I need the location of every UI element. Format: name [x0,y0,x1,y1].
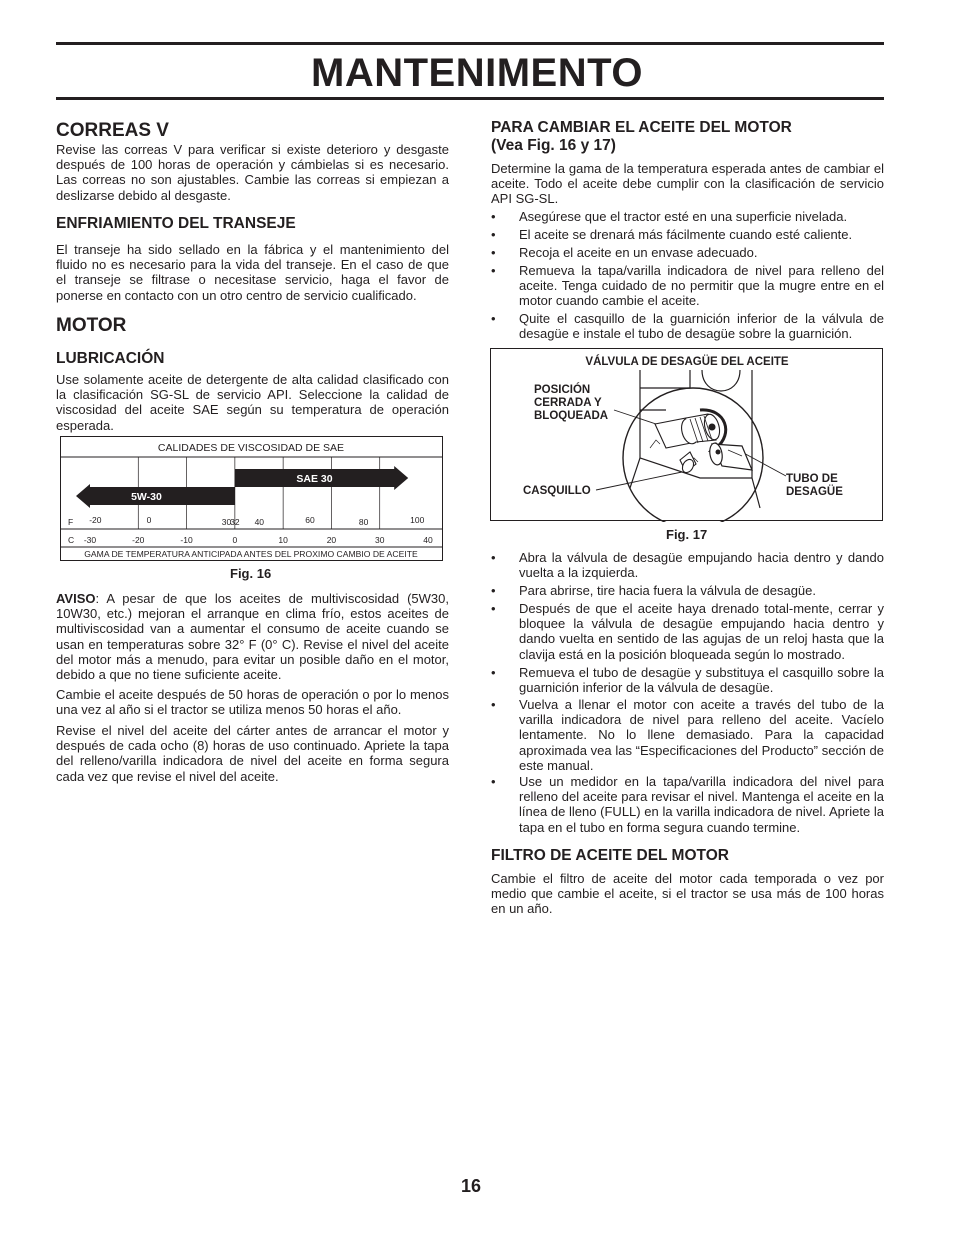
c-tick-label: -30 [83,535,97,545]
revise-text: Revise el nivel del aceite del cárter antes de arrancar el motor y después de cada ocho (8) horas de uso continuado. Apriete la tapa del relleno/varilla indicadora de nivel del aceite en forma segura cada vez que revise el nivel del aceite. [56,723,449,784]
viscosity-chart [60,436,444,562]
tube-marker [716,450,721,455]
cambie-text: Cambie el aceite después de 50 horas de operación o por lo menos una vez al año si el tractor se utiliza menos 50 horas el año. [56,687,449,718]
label-posicion-3: BLOQUEADA [534,410,609,422]
label-posicion-2: CERRADA Y [534,397,602,409]
drain-valve-figure [490,348,884,522]
f-tick-label: -20 [89,515,102,525]
f-axis-label: F [68,517,74,527]
label-casquillo: CASQUILLO [523,485,591,497]
motor-heading: MOTOR [56,315,127,336]
bullet-text: Use un medidor en la tapa/varilla indicadora del nivel para relleno del aceite para revisar el nivel. Mantenga el aceite en la línea de lleno (FULL) en la varilla indicadora de nivel. Apriete la tapa en el tubo en forma segura cuando termine. [519,774,884,835]
c-tick-label: 10 [278,535,288,545]
enfriamiento-heading: ENFRIAMIENTO DEL TRANSEJE [56,215,296,232]
bullet-dot: • [491,550,496,565]
aviso-paragraph [56,591,449,682]
bullet-text: El aceite se drenará más fácilmente cuando esté caliente. [519,227,853,242]
label-tubo-2: DESAGÜE [786,486,843,498]
bullet-text: Abra la válvula de desagüe empujando hacia dentro y dando vuelta a la izquierda. [519,550,884,581]
c-axis-label: C [68,535,75,545]
c-tick-label: 20 [326,535,337,545]
top-rule [56,42,884,45]
bullet-dot: • [491,311,496,326]
bullet-dot: • [491,697,496,712]
c-tick-label: -20 [132,535,145,545]
aviso-label: AVISO [56,591,96,606]
bullet-dot: • [491,583,496,598]
bullet-text: Remueva la tapa/varilla indicadora de nivel para relleno del aceite. Tenga cuidado de no permitir que la mugre entre en el motor cuando cambie el aceite. [519,263,884,309]
f-tick-label: 60 [305,515,315,525]
cambiar-heading-line1: PARA CAMBIAR EL ACEITE DEL MOTOR [491,119,792,136]
f-tick-label: 0 [146,515,152,525]
bullet-dot: • [491,665,496,680]
title-rule [56,97,884,100]
chart-title: CALIDADES DE VISCOSIDAD DE SAE [157,442,345,454]
f-tick-label: 40 [254,517,265,527]
fig17-caption: Fig. 17 [666,527,708,542]
cambiar-heading-line2: (Vea Fig. 16 y 17) [491,137,616,154]
correas-heading: CORREAS V [56,120,169,141]
lubricacion-text: Use solamente aceite de detergente de alta calidad clasificado con la clasificación SG-SL de servicio API. Seleccione la calidad de viscosidad del aceite SAE según su temperatura de operación esperada. [56,372,449,433]
fig17-title: VÁLVULA DE DESAGÜE DEL ACEITE [585,356,789,368]
filtro-text: Cambie el filtro de aceite del motor cada temporada o vez por medio que cambie el aceite, si el tractor se usa más de 100 horas en un año. [491,871,884,917]
filtro-heading: FILTRO DE ACEITE DEL MOTOR [491,847,729,864]
f-tick-label: 32 [230,517,240,527]
enfriamiento-text: El transeje ha sido sellado en la fábrica y el mantenimiento del fluido no es necesario para la vida del transeje. En el caso de que el transeje se filtrase o necesitase servicio, haga el favor de ponerse en contacto con un otro centro de servicio cualificado. [56,242,449,303]
bullet-text: Después de que el aceite haya drenado total-mente, cerrar y bloquee la válvula de desagüe empujando hacia dentro y dando vuelta en sentido de las agujas de un reloj hasta que la clavija está en la posición bloqueada según lo mostrado. [519,601,884,662]
bullet-dot: • [491,263,496,278]
page-title: MANTENIMENTO [311,51,643,95]
label-posicion-1: POSICIÓN [534,384,591,396]
aviso-text: : A pesar de que los aceites de multiviscosidad (5W30, 10W30, etc.) mejoran el arranque en clima frío, estos aceites de multiviscosidad van a aumentar el consumo de aceite cuando se usan en temperaturas sobre 32° F (0° C). Revise el nivel del aceite del motor más a menudo, para evitar un posible daño en el motor, debido a que no tiene suficiente aceite. [56,591,449,683]
bullet-text: Recoja el aceite en un envase adecuado. [519,245,758,260]
correas-text: Revise las correas V para verificar si existe deterioro y desgaste después de 100 horas de operación y cámbielas si es necesario. Las correas no son ajustables. Cambie las correas si empiezan a deslizarse debido al desgaste. [56,142,449,203]
bullet-dot: • [491,601,496,616]
bullet-text: Remueva el tubo de desagüe y substituya el casquillo sobre la guarnición inferior de la válvula de desagüe. [519,665,884,696]
series-label: SAE 30 [296,473,333,485]
bullet-text: Quite el casquillo de la guarnición inferior de la válvula de desagüe e instale el tubo de desagüe sobre la guarnición. [519,311,884,342]
bullet-dot: • [491,227,496,242]
cambiar-text: Determine la gama de la temperatura esperada antes de cambiar el aceite. Todo el aceite debe cumplir con la clasificación de servicio API SG-SL. [491,161,884,207]
c-tick-label: 0 [232,535,238,545]
chart-xlabel: GAMA DE TEMPERATURA ANTICIPADA ANTES DEL PROXIMO CAMBIO DE ACEITE [84,549,418,559]
bullet-dot: • [491,209,496,224]
label-tubo-1: TUBO DE [786,473,838,485]
bullet-dot: • [491,245,496,260]
bullet-text: Vuelva a llenar el motor con aceite a través del tubo de la varilla indicadora de nivel para relleno del aceite. Vacíelo lentamente. No lo llene demasiado. Para la capacidad aproximada vea las “Especificaciones del Producto” sección de este manual. [519,697,884,773]
c-tick-label: 40 [423,535,433,545]
bullet-dot: • [491,774,496,789]
page-number: 16 [461,1176,482,1196]
f-tick-label: 30 [221,517,232,527]
fig16-caption: Fig. 16 [230,566,272,581]
bullet-text: Asegúrese que el tractor esté en una superficie nivelada. [519,209,848,224]
c-tick-label: -10 [180,535,193,545]
c-tick-label: 30 [374,535,385,545]
f-tick-label: 80 [358,517,369,527]
lubricacion-heading: LUBRICACIÓN [56,350,165,367]
f-tick-label: 100 [410,515,425,525]
series-label: 5W-30 [131,491,162,503]
bullet-text: Para abrirse, tire hacia fuera la válvula de desagüe. [519,583,817,598]
